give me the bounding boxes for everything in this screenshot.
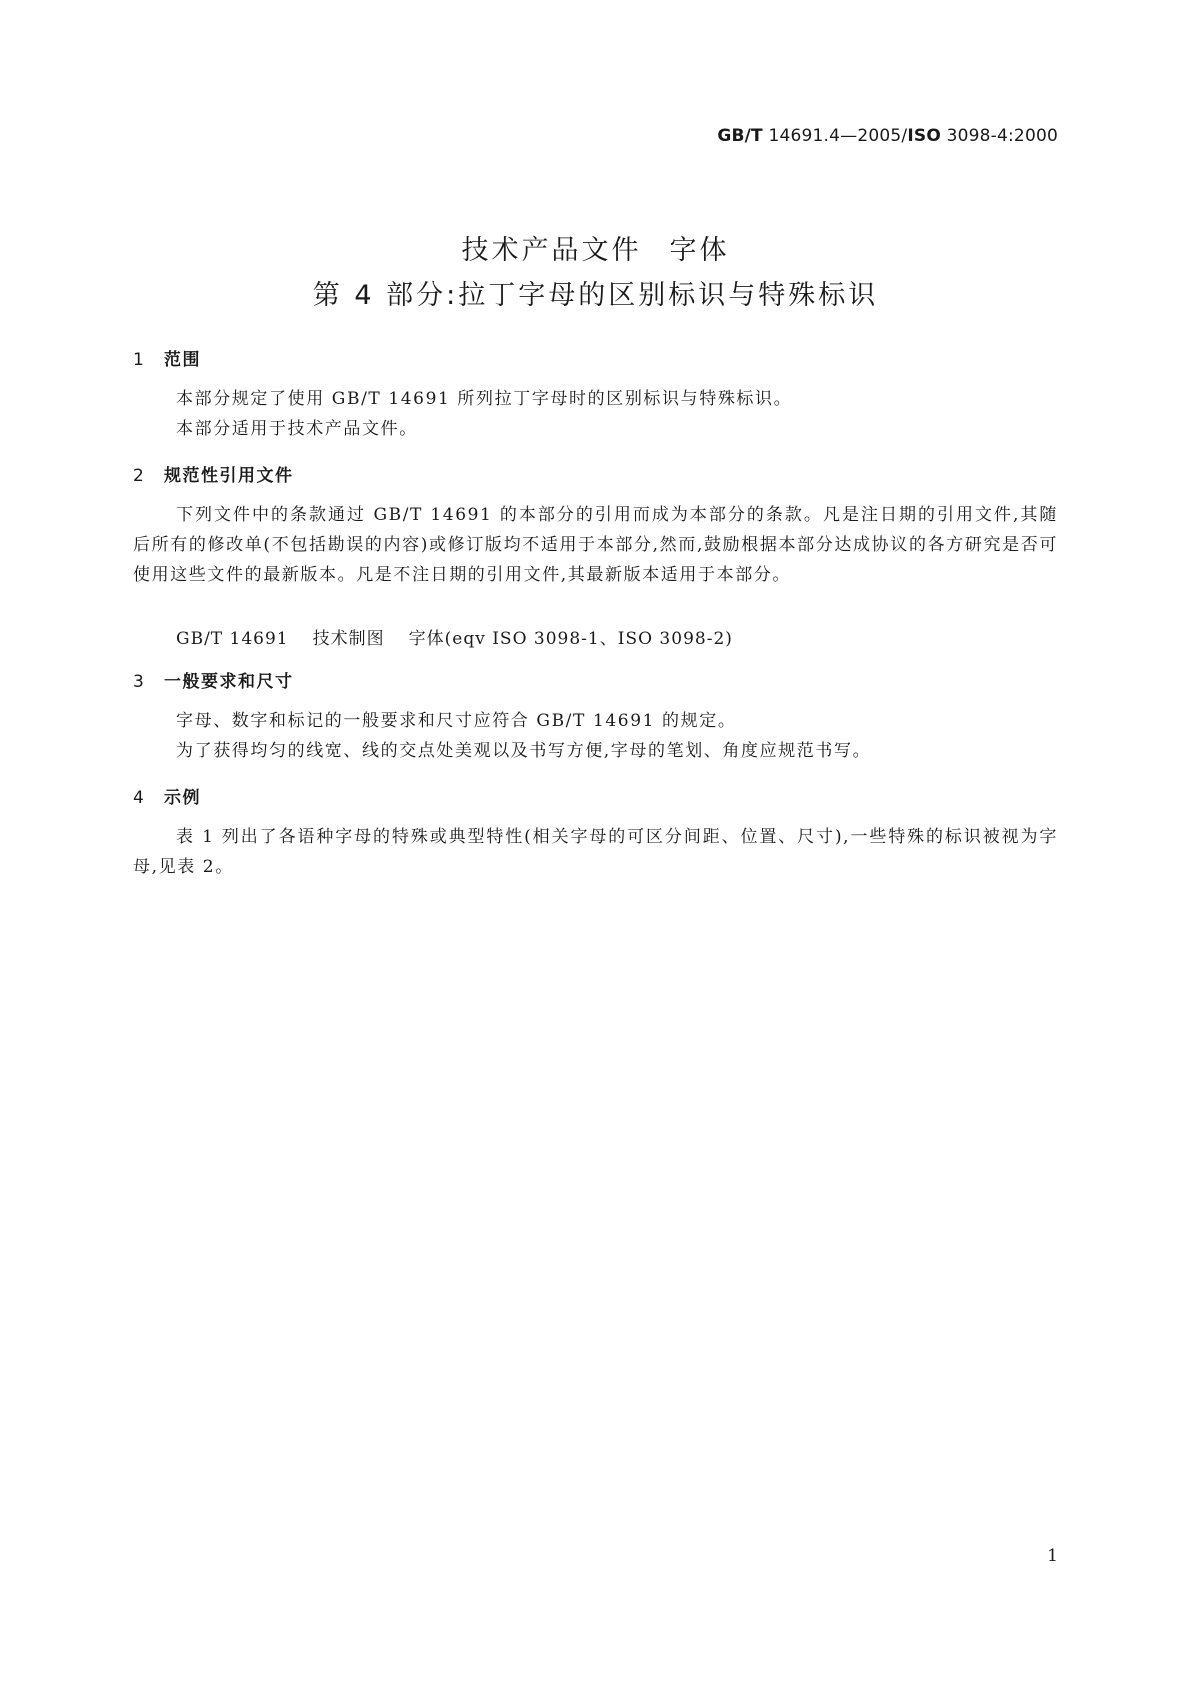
section-2-heading bbox=[133, 461, 294, 486]
normative-reference bbox=[176, 624, 733, 649]
reference-title: 技术制图 bbox=[312, 629, 385, 649]
section-3-heading bbox=[133, 667, 294, 692]
section-2-paragraph-1: 下列文件中的条款通过 GB/T 14691 的本部分的引用而成为本部分的条款。凡是注日期的引用文件,其随后所有的修改单(不包括勘误的内容)或修订版均不适用于本部分,然而,鼓励根据本部分达成协议的各方研究是否可使用这些文件的最新版本。凡是不注日期的引用文件,其最新版本适用于本部分。 bbox=[133, 505, 1058, 585]
standard-code bbox=[717, 126, 1058, 146]
section-title: 一般要求和尺寸 bbox=[164, 672, 294, 692]
section-1-paragraph-2: 本部分适用于技术产品文件。 bbox=[176, 419, 418, 439]
section-title: 范围 bbox=[164, 350, 201, 370]
section-title: 规范性引用文件 bbox=[164, 466, 294, 486]
section-number: 4 bbox=[133, 788, 146, 808]
section-number: 1 bbox=[133, 350, 146, 370]
section-4-paragraph-1: 表 1 列出了各语种字母的特殊或典型特性(相关字母的可区分间距、位置、尺寸),一些特殊的标识被视为字母,见表 2。 bbox=[133, 827, 1058, 877]
document-title-line1 bbox=[0, 228, 1191, 267]
section-1-heading bbox=[133, 345, 201, 370]
standard-code-iso-number: 3098-4:2000 bbox=[940, 126, 1058, 146]
section-3-paragraph-1: 字母、数字和标记的一般要求和尺寸应符合 GB/T 14691 的规定。 bbox=[176, 711, 737, 731]
title-main: 技术产品文件 bbox=[461, 235, 642, 266]
page-number: 1 bbox=[1047, 1546, 1058, 1566]
reference-code: GB/T 14691 bbox=[176, 629, 289, 649]
standard-code-gbt: GB/T bbox=[717, 126, 763, 146]
standard-code-number: 14691.4—2005/ bbox=[762, 126, 908, 146]
section-3-paragraph-2: 为了获得均匀的线宽、线的交点处美观以及书写方便,字母的笔划、角度应规范书写。 bbox=[176, 741, 872, 761]
section-1-paragraph-1: 本部分规定了使用 GB/T 14691 所列拉丁字母时的区别标识与特殊标识。 bbox=[176, 389, 793, 409]
section-number: 3 bbox=[133, 672, 146, 692]
section-4-heading bbox=[133, 783, 201, 808]
section-title: 示例 bbox=[164, 788, 201, 808]
reference-detail: 字体(eqv ISO 3098-1、ISO 3098-2) bbox=[408, 629, 733, 649]
title-sub: 字体 bbox=[669, 235, 730, 266]
section-number: 2 bbox=[133, 466, 146, 486]
document-title-line2: 第 4 部分:拉丁字母的区别标识与特殊标识 bbox=[312, 280, 879, 311]
standard-code-iso: ISO bbox=[907, 126, 941, 146]
